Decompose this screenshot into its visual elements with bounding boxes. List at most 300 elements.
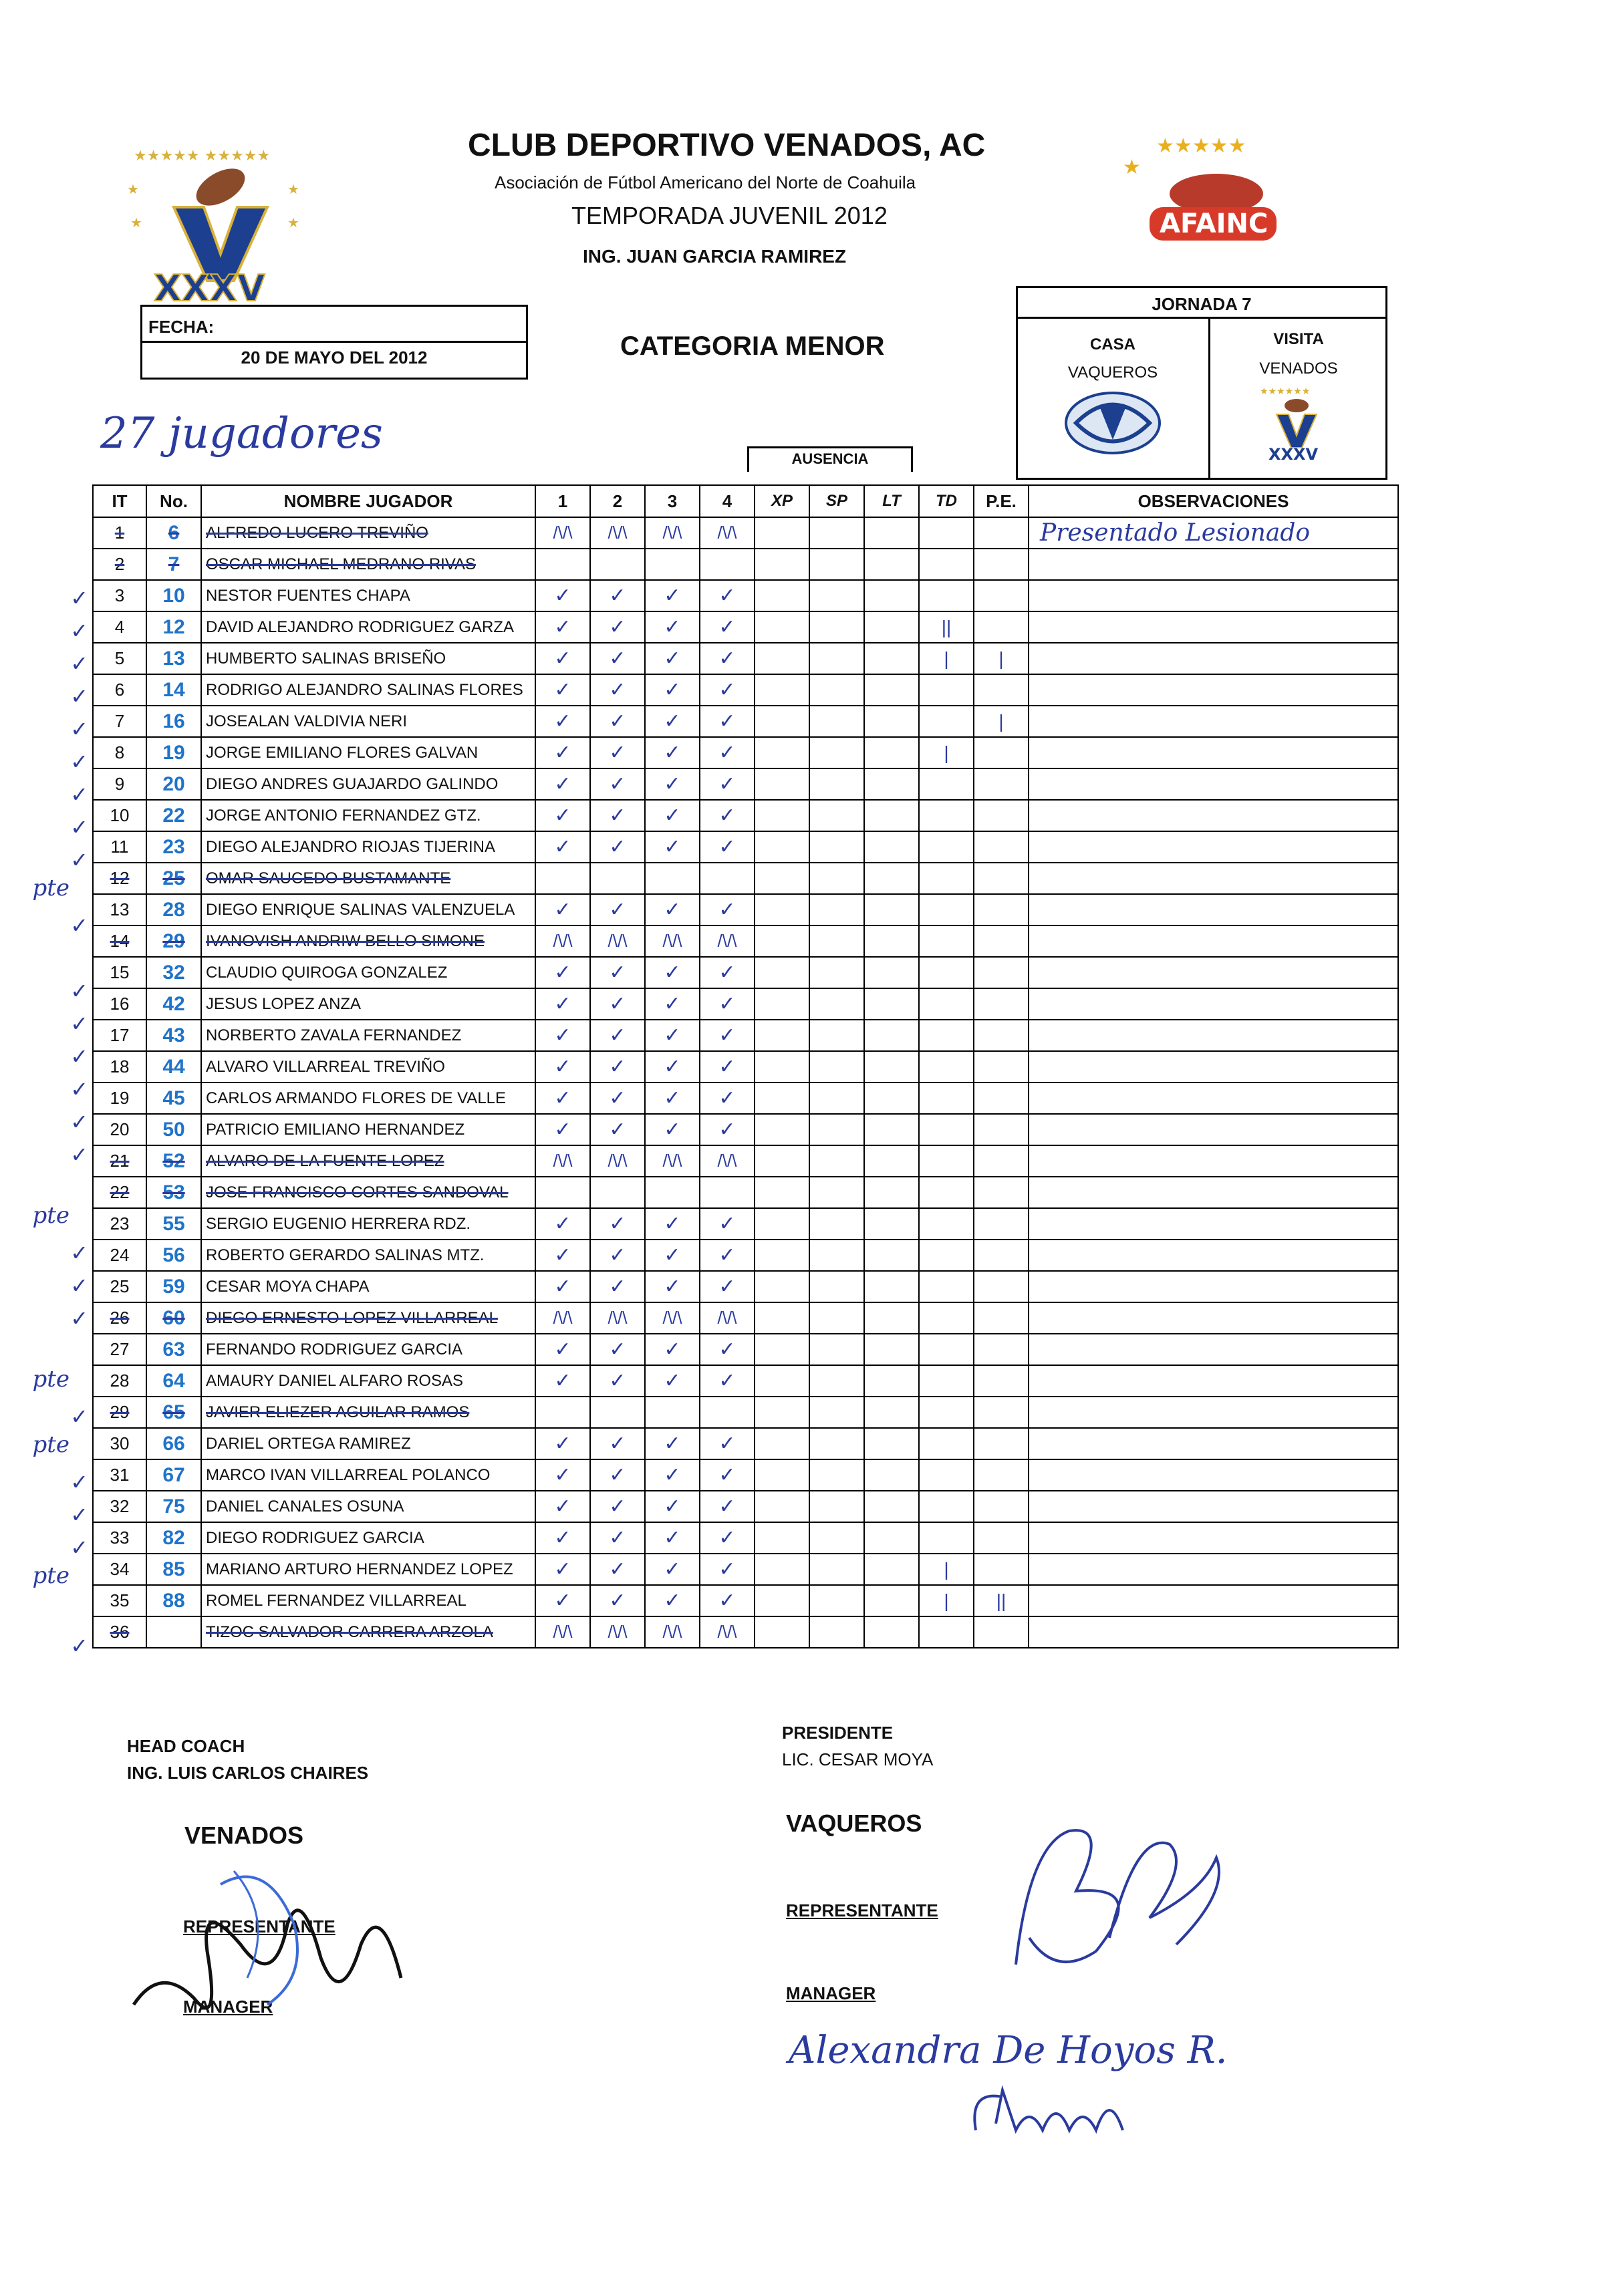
player-number	[146, 768, 201, 800]
quarter-1-mark: ✓	[535, 957, 590, 988]
player-number	[146, 1020, 201, 1051]
player-name-text: OSCAR MICHAEL MEDRANO RIVAS	[206, 555, 477, 573]
player-number-text: 42	[162, 992, 185, 1015]
lt-mark	[864, 925, 919, 957]
roster-row	[93, 1428, 1398, 1459]
player-number-text: 64	[162, 1369, 185, 1392]
player-it-text: 30	[110, 1433, 130, 1453]
player-it-text: 18	[110, 1056, 130, 1077]
lt-mark	[864, 1208, 919, 1240]
quarter-4-mark: ✓	[700, 1020, 755, 1051]
observaciones-note	[1029, 737, 1398, 768]
player-number	[146, 894, 201, 925]
player-number	[146, 1616, 201, 1648]
quarter-1-mark	[535, 863, 590, 894]
xp-mark	[755, 863, 809, 894]
player-number	[146, 580, 201, 611]
quarter-4-mark: ✓	[700, 988, 755, 1020]
quarter-3-mark: ✓	[645, 737, 700, 768]
xp-mark	[755, 737, 809, 768]
col-no: No.	[146, 485, 201, 517]
margin-mark: ✓	[70, 848, 88, 872]
roster-row	[93, 580, 1398, 611]
observaciones-note	[1029, 1114, 1398, 1145]
svg-text:★: ★	[287, 181, 299, 197]
roster-row	[93, 1083, 1398, 1114]
player-name-text: JESUS LOPEZ ANZA	[206, 994, 362, 1013]
player-name-text: CARLOS ARMANDO FLORES DE VALLE	[206, 1089, 507, 1107]
sp-mark	[809, 1145, 864, 1177]
quarter-2-mark: ✓	[590, 1554, 645, 1585]
quarter-4-mark: /\/\	[700, 1302, 755, 1334]
pe-mark	[974, 1428, 1029, 1459]
venados-representante-label: REPRESENTANTE	[183, 1916, 336, 1936]
player-it-text: 21	[110, 1151, 130, 1171]
margin-mark: ✓	[70, 913, 88, 938]
pe-mark	[974, 674, 1029, 706]
margin-marks	[27, 484, 94, 1696]
quarter-4-mark: /\/\	[700, 1616, 755, 1648]
lt-mark	[864, 894, 919, 925]
casa-label: CASA	[1089, 335, 1135, 353]
sp-mark	[809, 1491, 864, 1522]
player-number-text: 53	[162, 1181, 185, 1203]
player-it-text: 16	[110, 994, 130, 1014]
venados-signature	[120, 1844, 428, 2045]
quarter-1-mark: ✓	[535, 988, 590, 1020]
player-it	[93, 737, 146, 768]
player-name	[201, 1459, 535, 1491]
player-number	[146, 1397, 201, 1428]
col-q1: 1	[535, 485, 590, 517]
observaciones-note	[1029, 1020, 1398, 1051]
td-mark	[919, 800, 974, 831]
player-it	[93, 1334, 146, 1365]
player-name-text: ROBERTO GERARDO SALINAS MTZ.	[206, 1246, 485, 1264]
player-it-text: 34	[110, 1559, 130, 1579]
margin-mark: pte	[32, 875, 70, 901]
sp-mark	[809, 1208, 864, 1240]
sp-mark	[809, 831, 864, 863]
margin-row	[27, 1270, 94, 1303]
player-name	[201, 1083, 535, 1114]
player-number	[146, 988, 201, 1020]
quarter-2-mark: ✓	[590, 1240, 645, 1271]
lt-mark	[864, 1585, 919, 1616]
pe-mark	[974, 1145, 1029, 1177]
quarter-4-mark: ✓	[700, 894, 755, 925]
sp-mark	[809, 800, 864, 831]
quarter-2-mark: /\/\	[590, 517, 645, 549]
quarter-3-mark: ✓	[645, 1114, 700, 1145]
margin-row	[27, 1107, 94, 1139]
player-number-text: 63	[162, 1338, 185, 1360]
player-number	[146, 1522, 201, 1554]
quarter-3-mark: ✓	[645, 894, 700, 925]
td-mark	[919, 1208, 974, 1240]
player-name-text: JORGE EMILIANO FLORES GALVAN	[206, 743, 479, 762]
sp-mark	[809, 1334, 864, 1365]
quarter-3-mark: ✓	[645, 768, 700, 800]
player-it	[93, 1177, 146, 1208]
xp-mark	[755, 706, 809, 737]
td-mark: ||	[919, 611, 974, 643]
quarter-4-mark	[700, 863, 755, 894]
player-it-text: 11	[110, 837, 129, 857]
quarter-4-mark: ✓	[700, 1083, 755, 1114]
sp-mark	[809, 863, 864, 894]
margin-row	[27, 1202, 94, 1238]
quarter-2-mark: ✓	[590, 1083, 645, 1114]
pe-mark	[974, 1365, 1029, 1397]
margin-mark: ✓	[70, 684, 88, 708]
player-name	[201, 1240, 535, 1271]
roster-row	[93, 1334, 1398, 1365]
quarter-1-mark: ✓	[535, 580, 590, 611]
lt-mark	[864, 1554, 919, 1585]
lt-mark	[864, 1616, 919, 1648]
player-name-text: DIEGO ANDRES GUAJARDO GALINDO	[206, 774, 499, 793]
roster-row	[93, 1459, 1398, 1491]
margin-mark: ✓	[70, 1536, 88, 1560]
margin-mark: ✓	[70, 979, 88, 1003]
svg-text:★: ★	[130, 214, 142, 231]
quarter-4-mark: ✓	[700, 674, 755, 706]
player-number	[146, 957, 201, 988]
player-name-text: NESTOR FUENTES CHAPA	[206, 586, 410, 605]
quarter-3-mark: ✓	[645, 1240, 700, 1271]
player-it-text: 14	[110, 931, 130, 951]
player-it	[93, 1616, 146, 1648]
quarter-3-mark: /\/\	[645, 925, 700, 957]
lt-mark	[864, 1302, 919, 1334]
player-number	[146, 1240, 201, 1271]
quarter-2-mark: ✓	[590, 1051, 645, 1083]
quarter-3-mark: ✓	[645, 1083, 700, 1114]
quarter-2-mark: ✓	[590, 1334, 645, 1365]
lt-mark	[864, 1397, 919, 1428]
player-number-text: 50	[162, 1118, 185, 1141]
quarter-2-mark: ✓	[590, 737, 645, 768]
player-number	[146, 1365, 201, 1397]
quarter-3-mark	[645, 1397, 700, 1428]
margin-row	[27, 1303, 94, 1336]
xp-mark	[755, 768, 809, 800]
player-name-text: DIEGO ENRIQUE SALINAS VALENZUELA	[206, 900, 515, 919]
roster-row	[93, 831, 1398, 863]
roster-row	[93, 1585, 1398, 1616]
player-name	[201, 549, 535, 580]
observaciones-note	[1029, 1397, 1398, 1428]
xp-mark	[755, 1114, 809, 1145]
lt-mark	[864, 863, 919, 894]
quarter-3-mark: ✓	[645, 1334, 700, 1365]
td-mark	[919, 674, 974, 706]
margin-row	[27, 1401, 94, 1434]
margin-row	[27, 1074, 94, 1107]
player-name-text: JOSE FRANCISCO CORTES SANDOVAL	[206, 1183, 509, 1201]
xp-mark	[755, 1491, 809, 1522]
player-name	[201, 800, 535, 831]
lt-mark	[864, 549, 919, 580]
vaqueros-manager-initials	[962, 2077, 1163, 2150]
handwritten-player-count: 27 jugadores	[100, 409, 383, 458]
player-it-text: 31	[110, 1465, 130, 1485]
sp-mark	[809, 643, 864, 674]
lt-mark	[864, 737, 919, 768]
observaciones-note	[1029, 1051, 1398, 1083]
quarter-1-mark: ✓	[535, 1083, 590, 1114]
pe-mark	[974, 1459, 1029, 1491]
observaciones-note	[1029, 1491, 1398, 1522]
pe-mark	[974, 800, 1029, 831]
player-number	[146, 706, 201, 737]
quarter-2-mark	[590, 863, 645, 894]
margin-row	[27, 845, 94, 877]
player-name-text: FERNANDO RODRIGUEZ GARCIA	[206, 1340, 463, 1358]
quarter-1-mark: ✓	[535, 1334, 590, 1365]
lt-mark	[864, 1020, 919, 1051]
player-it	[93, 957, 146, 988]
player-name	[201, 706, 535, 737]
player-it-text: 35	[110, 1590, 130, 1610]
xp-mark	[755, 1240, 809, 1271]
player-name-text: DIEGO ERNESTO LOPEZ VILLARREAL	[206, 1308, 499, 1327]
player-number	[146, 800, 201, 831]
observaciones-note	[1029, 1365, 1398, 1397]
xp-mark	[755, 1616, 809, 1648]
observaciones-note	[1029, 1302, 1398, 1334]
quarter-1-mark: ✓	[535, 1208, 590, 1240]
player-it-text: 1	[114, 523, 125, 543]
observaciones-note	[1029, 863, 1398, 894]
sp-mark	[809, 1428, 864, 1459]
quarter-1-mark: ✓	[535, 1051, 590, 1083]
player-number	[146, 1459, 201, 1491]
player-it	[93, 1554, 146, 1585]
roster-row	[93, 925, 1398, 957]
afainc-logo	[1109, 134, 1297, 254]
player-it	[93, 1145, 146, 1177]
quarter-1-mark: ✓	[535, 706, 590, 737]
player-number-text: 75	[162, 1495, 185, 1518]
player-it	[93, 643, 146, 674]
quarter-4-mark	[700, 549, 755, 580]
margin-row	[27, 550, 94, 583]
quarter-1-mark: ✓	[535, 1491, 590, 1522]
player-number-text: 65	[162, 1401, 185, 1423]
player-number	[146, 1083, 201, 1114]
td-mark: |	[919, 1585, 974, 1616]
td-mark	[919, 580, 974, 611]
player-name	[201, 1114, 535, 1145]
sp-mark	[809, 1271, 864, 1302]
player-name-text: JAVIER ELIEZER AGUILAR RAMOS	[206, 1403, 470, 1421]
td-mark	[919, 1302, 974, 1334]
quarter-1-mark: ✓	[535, 1585, 590, 1616]
quarter-1-mark: ✓	[535, 674, 590, 706]
margin-row	[27, 877, 94, 910]
observaciones-note	[1029, 768, 1398, 800]
quarter-1-mark: ✓	[535, 831, 590, 863]
td-mark	[919, 768, 974, 800]
roster-row	[93, 1616, 1398, 1648]
pe-mark	[974, 957, 1029, 988]
xp-mark	[755, 1302, 809, 1334]
observaciones-note	[1029, 894, 1398, 925]
lt-mark	[864, 643, 919, 674]
col-observaciones: OBSERVACIONES	[1029, 485, 1398, 517]
xp-mark	[755, 988, 809, 1020]
quarter-4-mark: ✓	[700, 1051, 755, 1083]
lt-mark	[864, 1522, 919, 1554]
xp-mark	[755, 1083, 809, 1114]
quarter-1-mark	[535, 1177, 590, 1208]
td-mark	[919, 1114, 974, 1145]
quarter-1-mark: ✓	[535, 737, 590, 768]
afainc-text: AFAINC	[1160, 208, 1268, 239]
sp-mark	[809, 1616, 864, 1648]
roster-table	[92, 484, 1399, 1648]
observaciones-note	[1029, 1616, 1398, 1648]
quarter-1-mark: /\/\	[535, 1302, 590, 1334]
player-number-text: 13	[162, 647, 185, 670]
quarter-3-mark: ✓	[645, 1491, 700, 1522]
roster-row	[93, 1271, 1398, 1302]
quarter-2-mark: ✓	[590, 1208, 645, 1240]
player-it-text: 17	[110, 1025, 130, 1045]
lt-mark	[864, 1177, 919, 1208]
player-name-text: TIZOC SALVADOR CARRERA ARZOLA	[206, 1622, 493, 1641]
player-it-text: 22	[110, 1182, 130, 1202]
quarter-3-mark: ✓	[645, 611, 700, 643]
vaqueros-representante-label: REPRESENTANTE	[786, 1900, 938, 1920]
player-it-text: 36	[110, 1622, 130, 1642]
player-number-text: 28	[162, 898, 185, 921]
xp-mark	[755, 1334, 809, 1365]
quarter-4-mark: ✓	[700, 1491, 755, 1522]
xp-mark	[755, 643, 809, 674]
presidente-label: PRESIDENTE	[782, 1723, 894, 1743]
player-name	[201, 1428, 535, 1459]
margin-row	[27, 976, 94, 1008]
roster-row	[93, 1554, 1398, 1585]
quarter-2-mark: ✓	[590, 1365, 645, 1397]
margin-row	[27, 1336, 94, 1369]
quarter-4-mark: ✓	[700, 1208, 755, 1240]
quarter-3-mark: ✓	[645, 1051, 700, 1083]
sp-mark	[809, 1051, 864, 1083]
sp-mark	[809, 957, 864, 988]
player-name-text: NORBERTO ZAVALA FERNANDEZ	[206, 1026, 462, 1044]
lt-mark	[864, 674, 919, 706]
player-it-text: 33	[110, 1528, 130, 1548]
quarter-3-mark	[645, 549, 700, 580]
td-mark	[919, 1522, 974, 1554]
player-name	[201, 1302, 535, 1334]
quarter-4-mark: ✓	[700, 1585, 755, 1616]
col-q3: 3	[645, 485, 700, 517]
quarter-2-mark: ✓	[590, 611, 645, 643]
svg-text:★: ★	[1123, 156, 1141, 179]
player-it-text: 10	[110, 805, 130, 825]
pe-mark	[974, 549, 1029, 580]
player-number-text: 19	[162, 741, 185, 764]
td-mark	[919, 1459, 974, 1491]
margin-mark: ✓	[70, 1274, 88, 1298]
td-mark	[919, 1020, 974, 1051]
roster-row	[93, 1365, 1398, 1397]
observaciones-note	[1029, 1585, 1398, 1616]
player-it	[93, 1397, 146, 1428]
xp-mark	[755, 1397, 809, 1428]
roster-row	[93, 1491, 1398, 1522]
xp-mark	[755, 925, 809, 957]
observaciones-note	[1029, 611, 1398, 643]
sp-mark	[809, 925, 864, 957]
quarter-2-mark: ✓	[590, 800, 645, 831]
sp-mark	[809, 1365, 864, 1397]
quarter-2-mark: /\/\	[590, 925, 645, 957]
player-number-text: 44	[162, 1055, 185, 1078]
lt-mark	[864, 1145, 919, 1177]
roster-row	[93, 674, 1398, 706]
observaciones-note	[1029, 800, 1398, 831]
association-name: Asociación de Fútbol Americano del Norte de Coahuila	[495, 172, 916, 192]
player-name-text: ALVARO DE LA FUENTE LOPEZ	[206, 1151, 444, 1170]
col-xp: XP	[755, 485, 809, 517]
roster-row	[93, 800, 1398, 831]
quarter-3-mark: ✓	[645, 1585, 700, 1616]
quarter-4-mark: ✓	[700, 706, 755, 737]
venados-team-label: VENADOS	[184, 1822, 304, 1849]
sp-mark	[809, 1585, 864, 1616]
quarter-1-mark: ✓	[535, 1459, 590, 1491]
player-it	[93, 1051, 146, 1083]
quarter-2-mark: /\/\	[590, 1145, 645, 1177]
quarter-4-mark: ✓	[700, 1271, 755, 1302]
player-it-text: 8	[114, 742, 125, 762]
player-it-text: 27	[110, 1339, 130, 1359]
player-number-text: 12	[162, 615, 185, 638]
player-name	[201, 1051, 535, 1083]
lt-mark	[864, 1240, 919, 1271]
roster-row	[93, 863, 1398, 894]
td-mark	[919, 706, 974, 737]
quarter-1-mark: ✓	[535, 1240, 590, 1271]
roster-row	[93, 1145, 1398, 1177]
lt-mark	[864, 988, 919, 1020]
roster-row	[93, 1302, 1398, 1334]
player-name	[201, 1177, 535, 1208]
col-name: NOMBRE JUGADOR	[201, 485, 535, 517]
quarter-3-mark: /\/\	[645, 1616, 700, 1648]
margin-mark: ✓	[70, 815, 88, 839]
player-number	[146, 737, 201, 768]
player-it	[93, 800, 146, 831]
observaciones-note	[1029, 957, 1398, 988]
player-it	[93, 549, 146, 580]
player-it-text: 15	[110, 962, 130, 982]
td-mark	[919, 1365, 974, 1397]
xp-mark	[755, 894, 809, 925]
player-number	[146, 831, 201, 863]
margin-row	[27, 1431, 94, 1467]
quarter-4-mark: ✓	[700, 1365, 755, 1397]
pe-mark	[974, 611, 1029, 643]
roster-row	[93, 1114, 1398, 1145]
casa-team: VAQUEROS	[1067, 364, 1158, 382]
